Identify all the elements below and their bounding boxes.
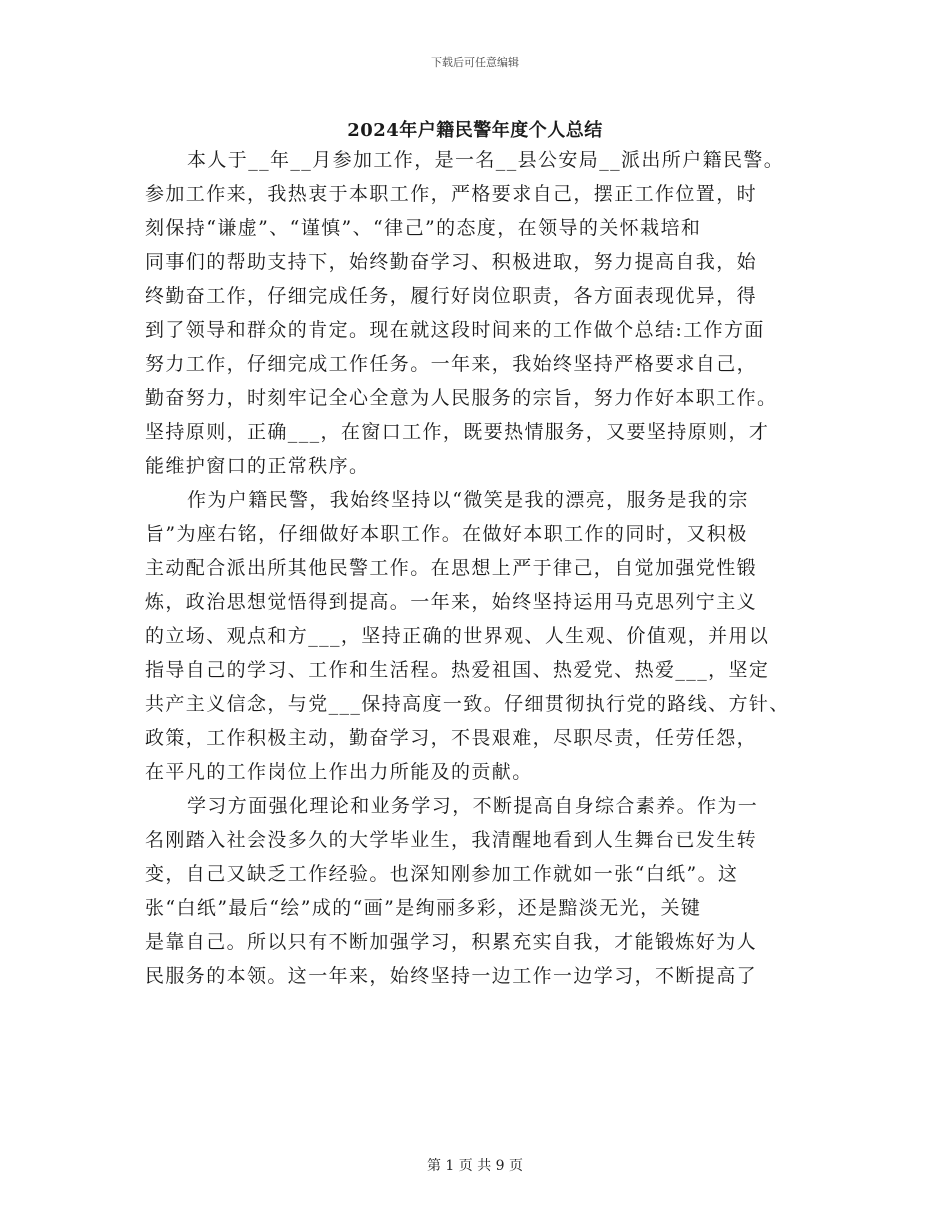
document-body xyxy=(145,143,845,993)
body-line: 的立场、观点和方___，坚持正确的世界观、人生观、价值观，并用以 xyxy=(145,625,770,647)
body-line: 指导自己的学习、工作和生活程。热爱祖国、热爱党、热爱___，坚定 xyxy=(145,659,770,681)
body-line: 参加工作来，我热衷于本职工作，严格要求自己，摆正工作位置，时 xyxy=(145,183,758,205)
body-line: 同事们的帮助支持下，始终勤奋学习、积极进取，努力提高自我，始 xyxy=(145,251,758,273)
body-line: 到了领导和群众的肯定。现在就这段时间来的工作做个总结:工作方面 xyxy=(145,319,765,341)
body-line: 名刚踏入社会没多久的大学毕业生，我清醒地看到人生舞台已发生转 xyxy=(145,829,758,851)
body-line: 张“白纸”最后“绘”成的“画”是绚丽多彩，还是黯淡无光，关键 xyxy=(145,897,702,919)
body-line: 刻保持“谦虚”、“谨慎”、“律己”的态度，在领导的关怀栽培和 xyxy=(145,217,702,239)
body-line: 在平凡的工作岗位上作出力所能及的贡献。 xyxy=(145,761,533,783)
body-line: 政策，工作积极主动，勤奋学习，不畏艰难，尽职尽责，任劳任怨， xyxy=(145,727,758,749)
body-line: 炼，政治思想觉悟得到提高。一年来，始终坚持运用马克思列宁主义 xyxy=(145,591,758,613)
body-line: 努力工作，仔细完成工作任务。一年来，我始终坚持严格要求自己， xyxy=(145,353,758,375)
body-line: 能维护窗口的正常秩序。 xyxy=(145,455,370,477)
page-header-note: 下载后可任意编辑 xyxy=(431,56,519,69)
body-line: 共产主义信念，与党___保持高度一致。仔细贯彻执行党的路线、方针、 xyxy=(145,693,790,715)
body-line: 本人于__年__月参加工作，是一名__县公安局__派出所户籍民警。 xyxy=(187,149,785,171)
body-line: 作为户籍民警，我始终坚持以“微笑是我的漂亮，服务是我的宗 xyxy=(187,489,749,511)
body-line: 主动配合派出所其他民警工作。在思想上严于律己，自觉加强党性锻 xyxy=(145,557,758,579)
body-line: 终勤奋工作，仔细完成任务，履行好岗位职责，各方面表现优异，得 xyxy=(145,285,758,307)
body-line: 勤奋努力，时刻牢记全心全意为人民服务的宗旨，努力作好本职工作。 xyxy=(145,387,778,409)
body-line: 变，自己又缺乏工作经验。也深知刚参加工作就如一张“白纸”。这 xyxy=(145,863,739,885)
body-line: 旨”为座右铭，仔细做好本职工作。在做好本职工作的同时，又积极 xyxy=(145,523,748,545)
body-line: 坚持原则，正确___，在窗口工作，既要热情服务，又要坚持原则，才 xyxy=(145,421,770,443)
document-title: 2024年户籍民警年度个人总结 xyxy=(347,120,603,141)
body-line: 民服务的本领。这一年来，始终坚持一边工作一边学习，不断提高了 xyxy=(145,965,758,987)
body-line: 是靠自己。所以只有不断加强学习，积累充实自我，才能锻炼好为人 xyxy=(145,931,758,953)
body-line: 学习方面强化理论和业务学习，不断提高自身综合素养。作为一 xyxy=(187,795,759,817)
page-number: 第 1 页 共 9 页 xyxy=(426,1158,524,1174)
